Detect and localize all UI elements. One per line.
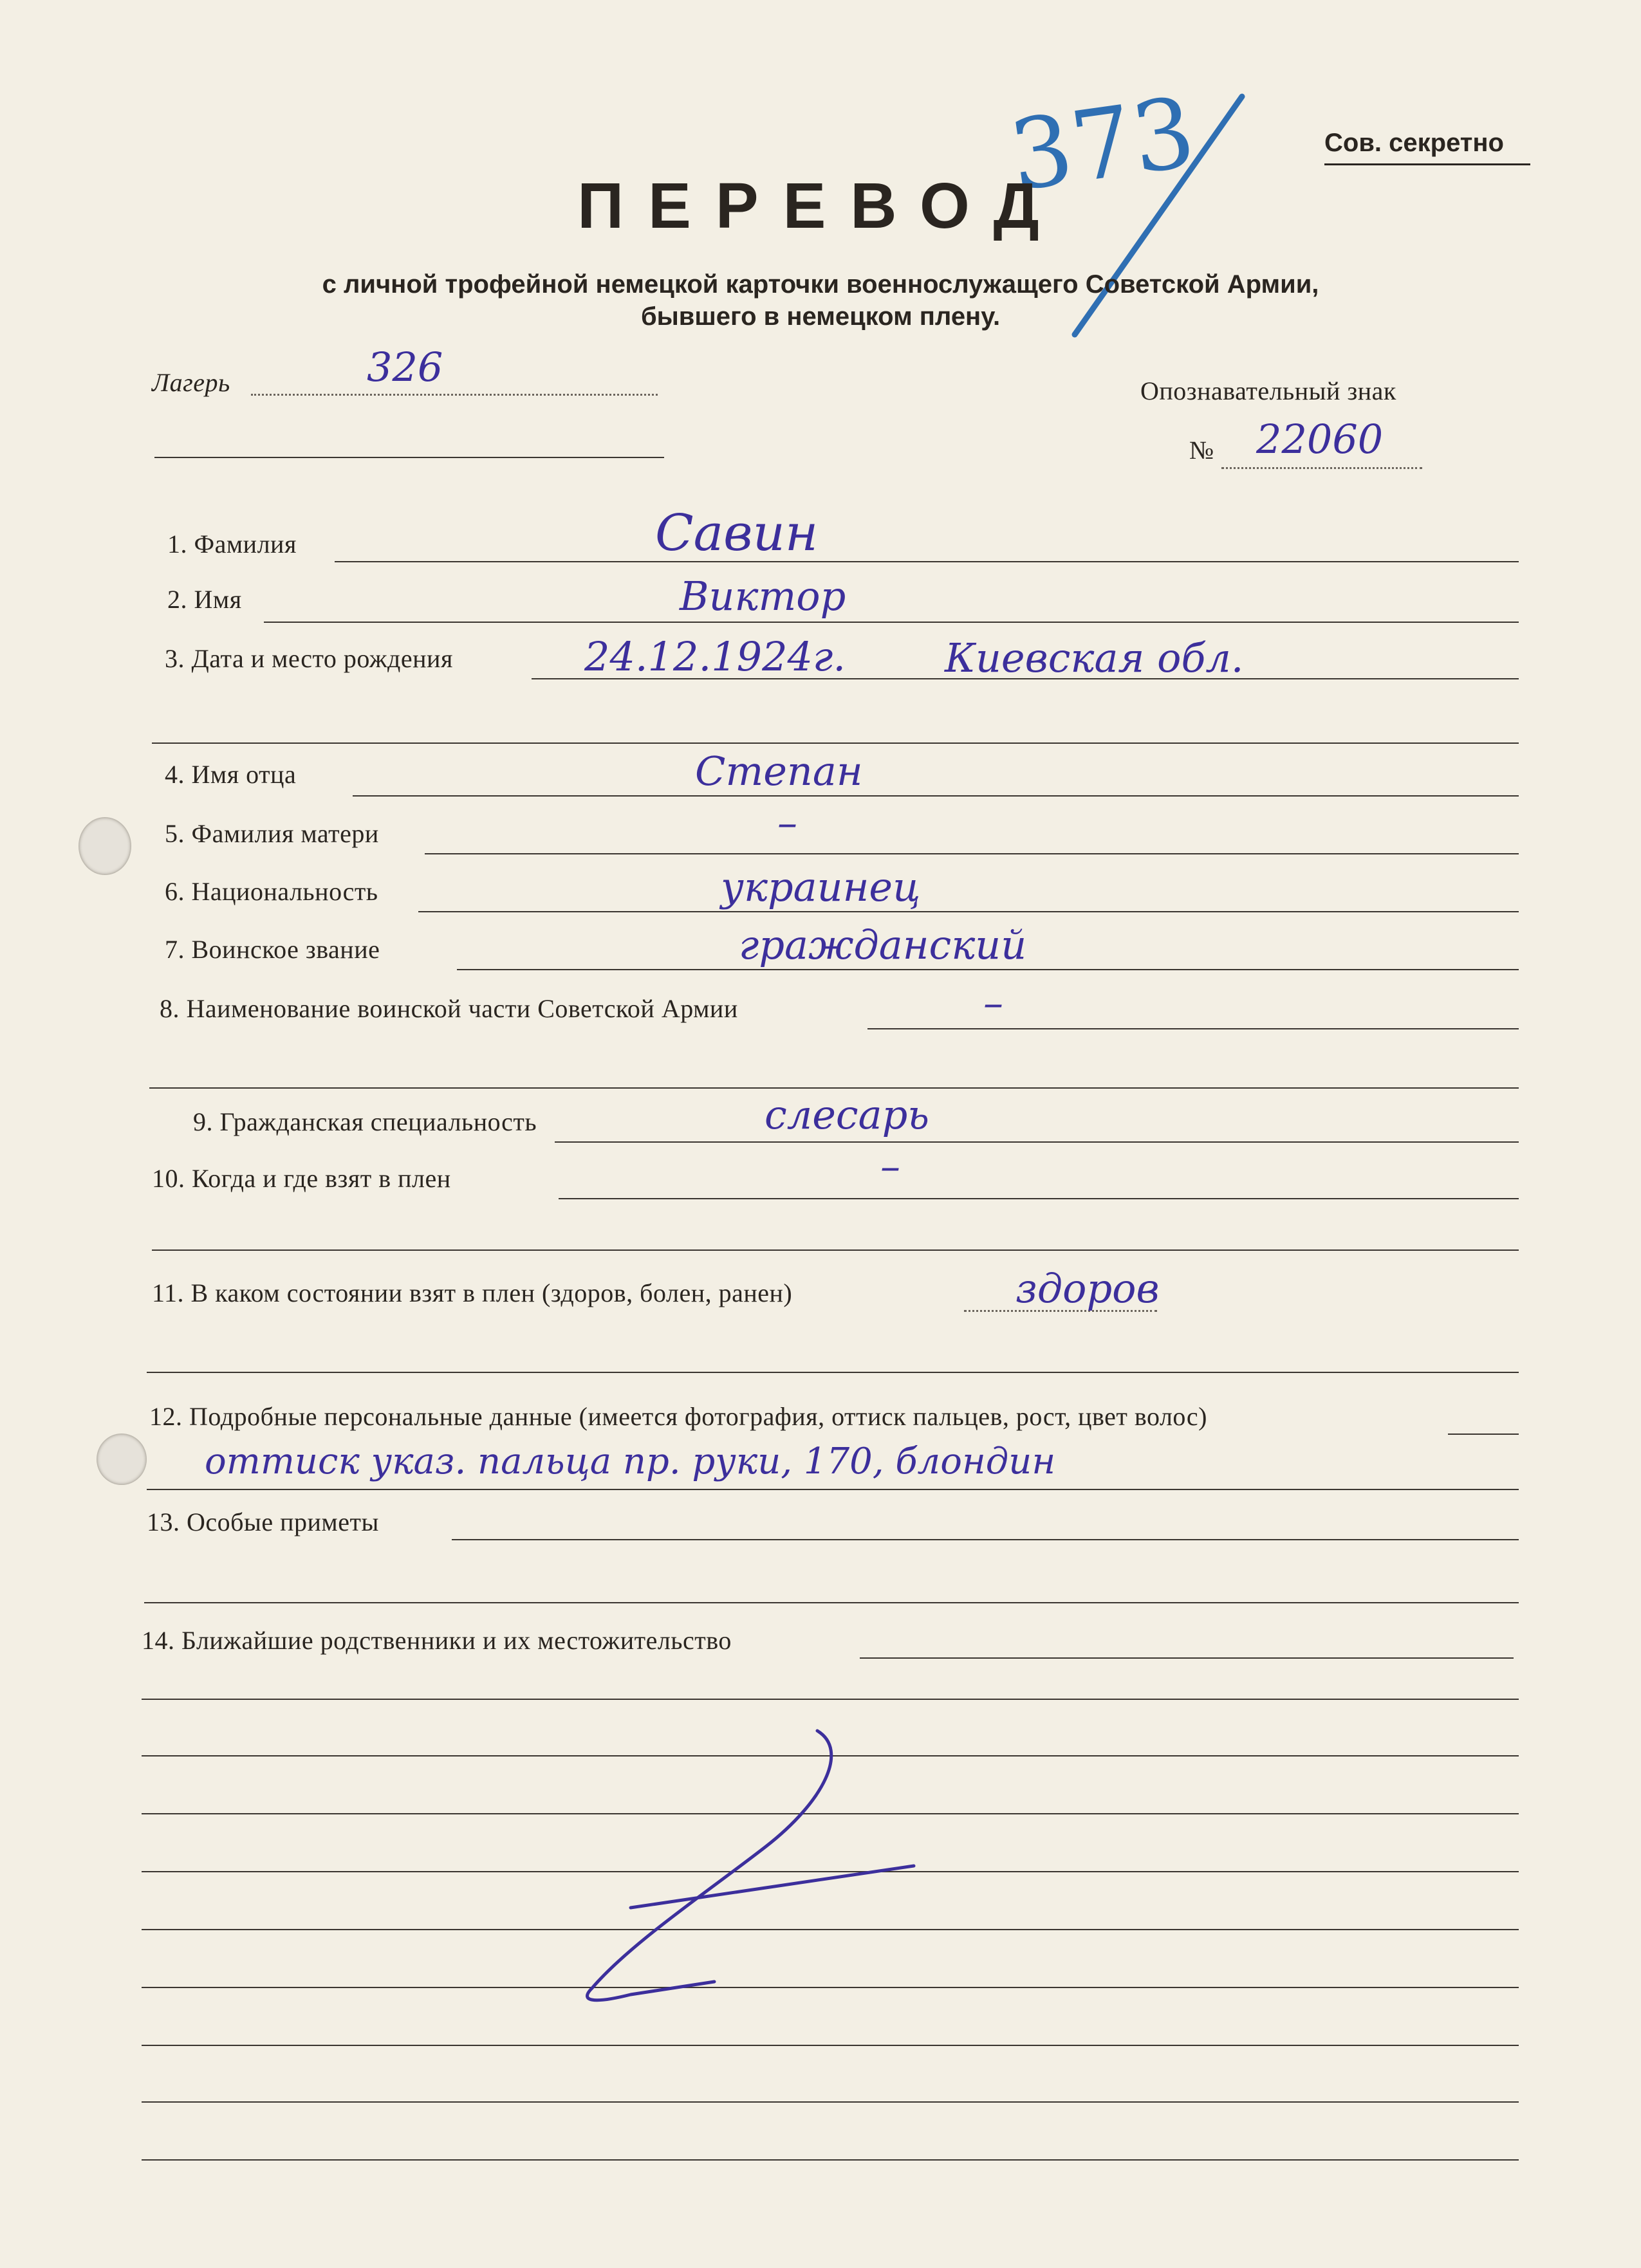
id-tag-dotted-line	[1221, 467, 1422, 469]
pencil-archive-number: 373	[1003, 76, 1202, 214]
field-captured-label: 10. Когда и где взят в плен	[152, 1164, 451, 1193]
field-special-marks-label: 13. Особые приметы	[147, 1507, 379, 1536]
document-subtitle-line1: с личной трофейной немецкой карточки военнослужащего Советской Армии,	[322, 270, 1319, 299]
field-unit-value: –	[983, 979, 1003, 1026]
field-mother-value: –	[777, 799, 797, 846]
field-mother-label: 5. Фамилия матери	[165, 819, 379, 848]
field-father-label: 4. Имя отца	[165, 760, 297, 789]
field-personal-data-value: оттиск указ. пальца пр. руки, 170, блондин	[205, 1441, 1056, 1482]
field-name-line	[264, 622, 1519, 623]
field-condition-label: 11. В каком состоянии взят в плен (здоров, болен, ранен)	[152, 1278, 793, 1307]
field-name-value: Виктор	[680, 573, 846, 620]
classification-underline	[1324, 163, 1530, 165]
camp-value: 326	[367, 344, 443, 391]
field-personal-data-line	[1448, 1434, 1519, 1435]
field-relatives-line	[860, 1657, 1514, 1659]
document-title: ПЕРЕВОД	[577, 170, 1064, 242]
field-special-marks-line-2	[144, 1602, 1519, 1603]
field-birth-place-value: Киевская обл.	[945, 634, 1244, 681]
field-father-value: Степан	[695, 748, 863, 795]
field-captured-line-2	[152, 1249, 1519, 1251]
classification-label: Сов. секретно	[1324, 129, 1504, 157]
id-tag-number-prefix: №	[1189, 436, 1214, 465]
field-surname-label: 1. Фамилия	[167, 530, 297, 558]
blank-line-9	[142, 2159, 1519, 2161]
field-personal-data-label: 12. Подробные персональные данные (имеется фотография, оттиск пальцев, рост, цвет волос)	[149, 1402, 1207, 1431]
field-nationality-value: украинец	[721, 863, 921, 910]
field-birth-line-2	[152, 742, 1519, 744]
id-tag-label: Опознавательный знак	[1140, 376, 1396, 405]
field-rank-label: 7. Воинское звание	[165, 935, 380, 964]
field-surname-value: Савин	[655, 504, 819, 562]
field-special-marks-line	[452, 1539, 1519, 1540]
blank-line-7	[142, 2045, 1519, 2046]
blank-line-8	[142, 2101, 1519, 2103]
field-nationality-label: 6. Национальность	[165, 877, 378, 906]
camp-label: Лагерь	[152, 368, 230, 397]
z-cancellation-mark	[553, 1724, 1004, 2007]
field-personal-data-line-2	[147, 1489, 1519, 1490]
punch-hole-bottom	[97, 1434, 147, 1485]
field-birth-label: 3. Дата и место рождения	[165, 644, 453, 673]
field-birth-date-value: 24.12.1924г.	[584, 633, 846, 680]
document-subtitle-line2: бывшего в немецком плену.	[640, 302, 1001, 331]
camp-second-line	[154, 457, 664, 458]
field-captured-value: –	[880, 1143, 900, 1190]
camp-dotted-line	[251, 394, 658, 396]
field-profession-line	[555, 1141, 1519, 1143]
field-captured-line	[559, 1198, 1519, 1199]
field-name-label: 2. Имя	[167, 585, 242, 614]
field-unit-label: 8. Наименование воинской части Советской Армии	[160, 994, 738, 1023]
field-nationality-line	[418, 911, 1519, 912]
field-father-line	[353, 795, 1519, 797]
field-relatives-label: 14. Ближайшие родственники и их местожительство	[142, 1626, 732, 1655]
field-mother-line	[425, 853, 1519, 854]
blank-line-1	[142, 1699, 1519, 1700]
field-profession-label: 9. Гражданская специальность	[193, 1107, 537, 1136]
field-condition-line-2	[147, 1372, 1519, 1373]
id-tag-value: 22060	[1256, 416, 1384, 463]
field-rank-value: гражданский	[739, 921, 1027, 968]
field-surname-line	[335, 561, 1519, 562]
field-profession-value: слесарь	[765, 1091, 930, 1138]
field-rank-line	[457, 969, 1519, 970]
field-unit-line-2	[149, 1087, 1519, 1089]
field-unit-line	[867, 1028, 1519, 1029]
punch-hole-top	[79, 817, 131, 875]
field-condition-value: здоров	[1015, 1265, 1160, 1312]
